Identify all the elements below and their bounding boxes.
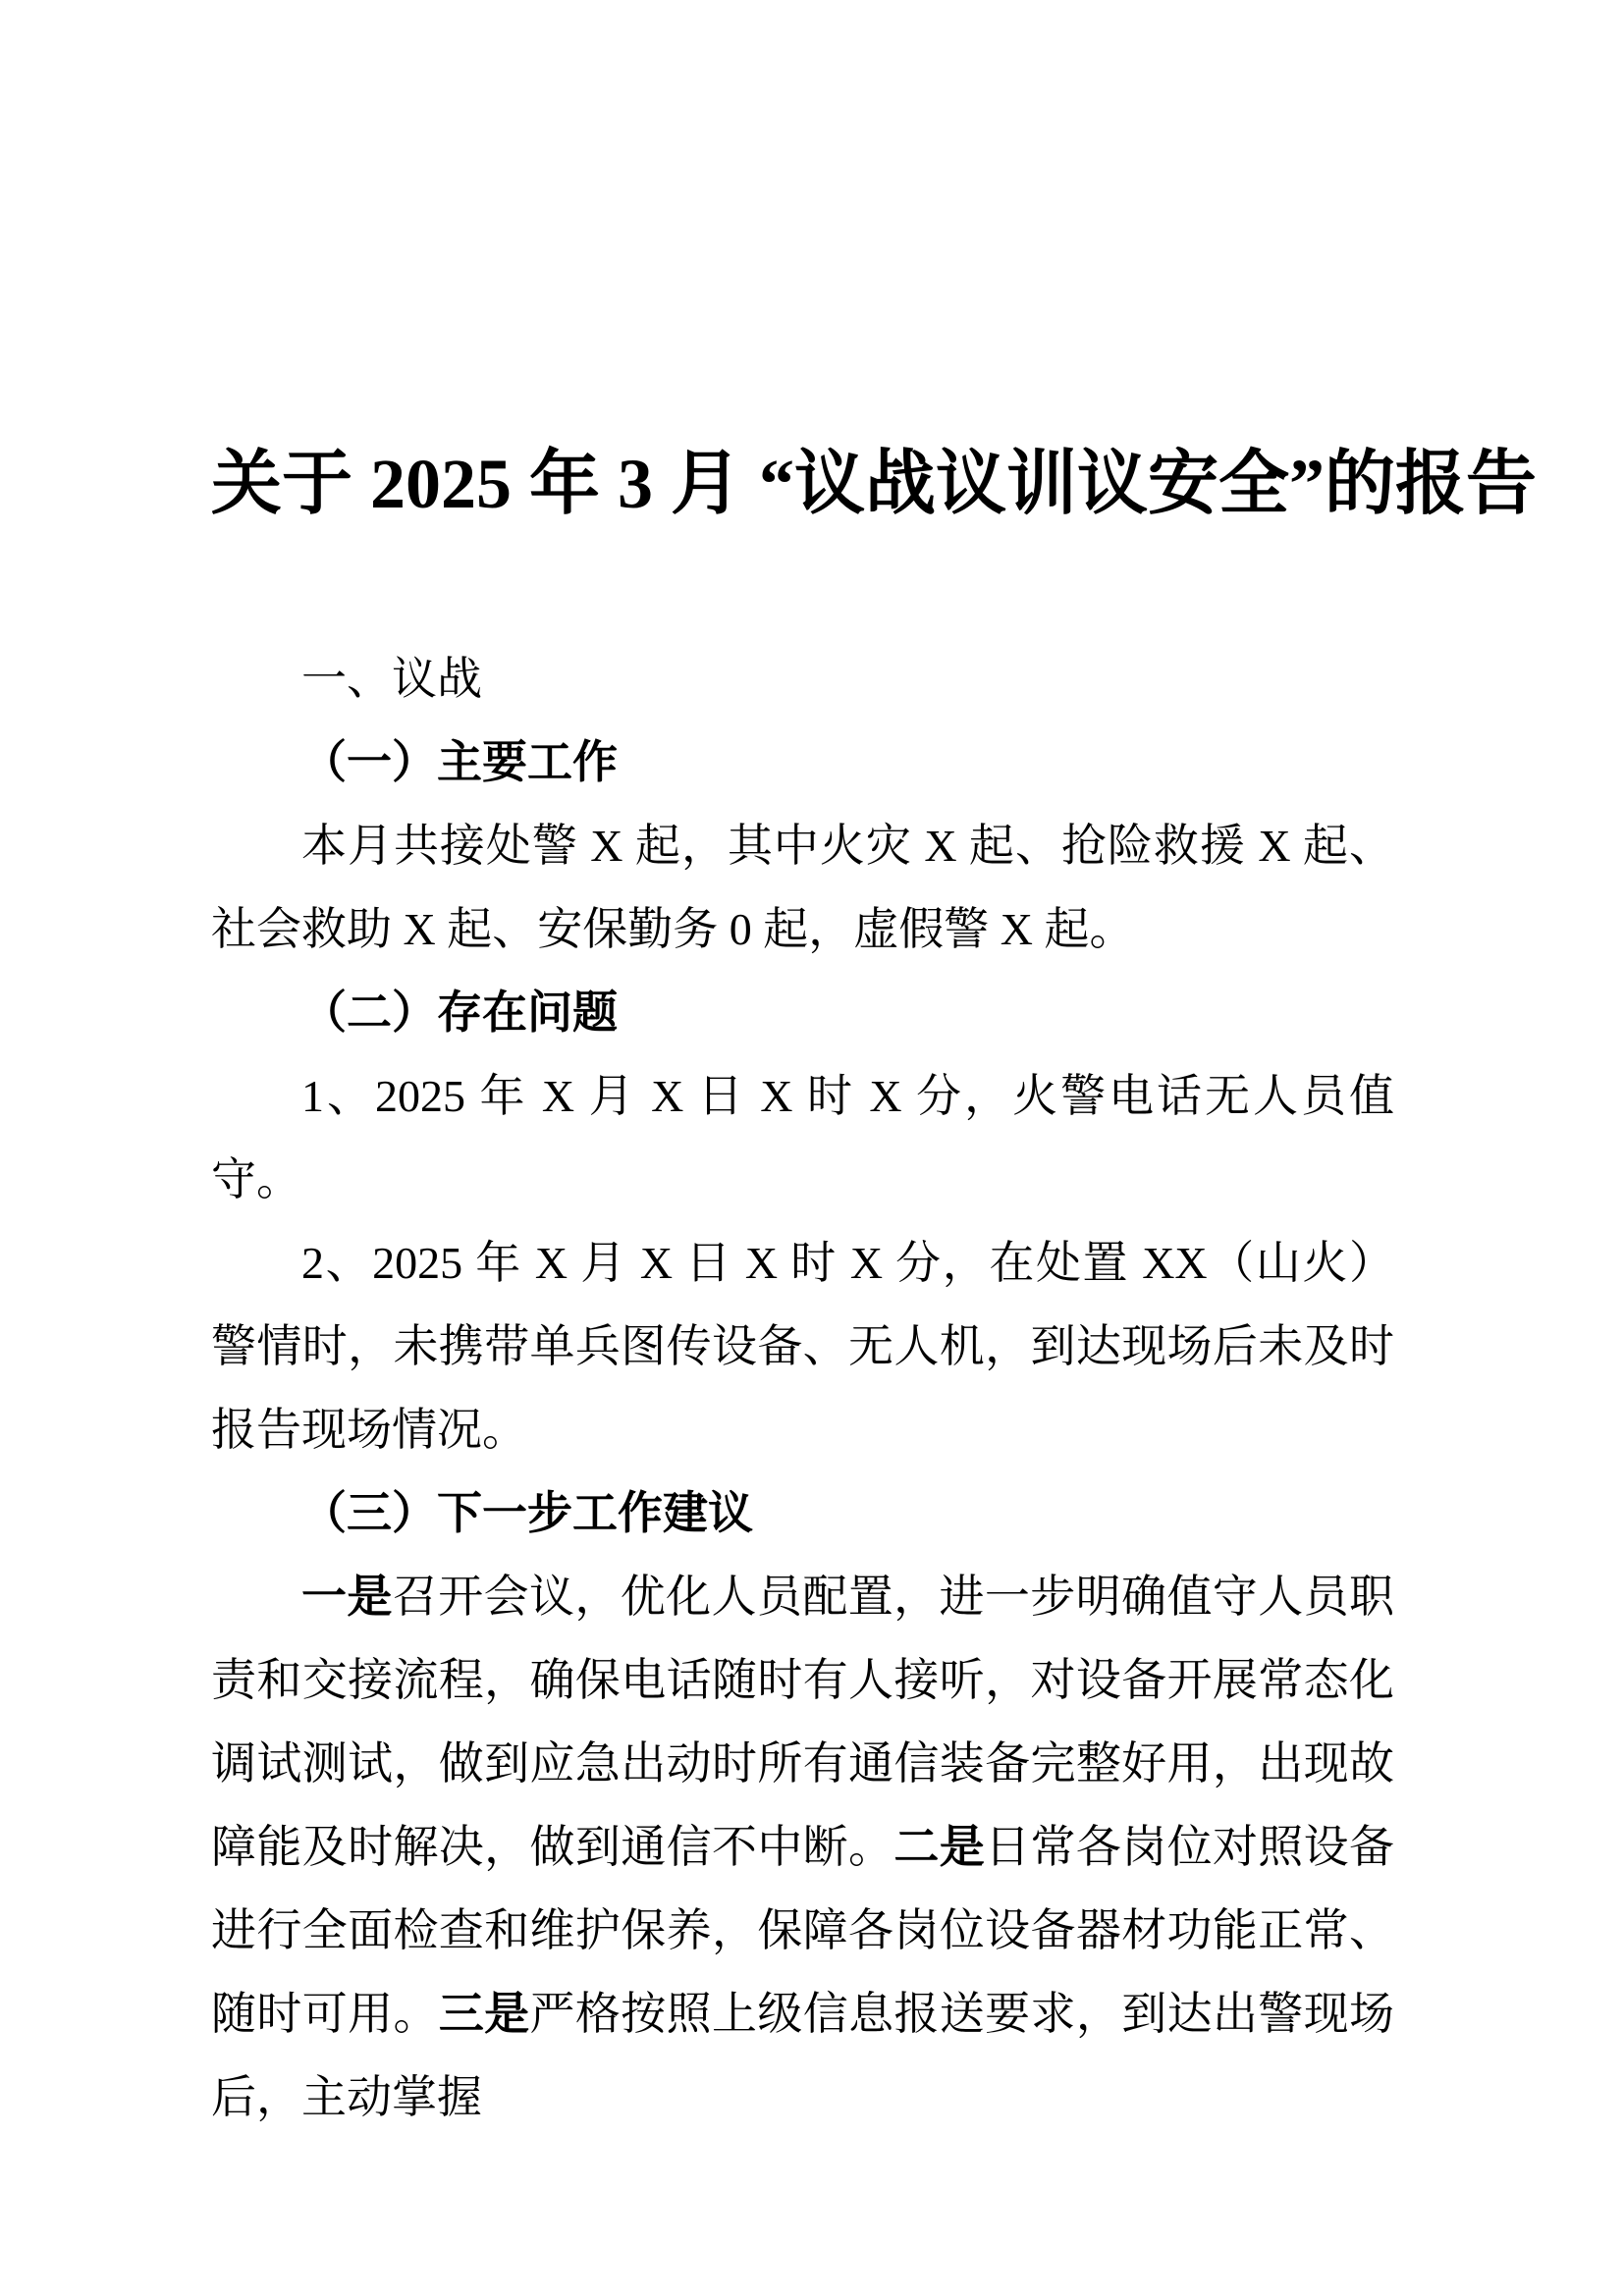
text-run: 日常各岗位对照设备进行全面检查和维护保养，保障各岗位设备器材功能正常、随时可用。 [211, 1822, 1395, 2039]
text-run: 本月共接处警 X 起，其中火灾 X 起、抢险救援 X 起、社会救助 X 起、安保勤务 0 起，虚假警 X 起。 [211, 821, 1394, 954]
text-run: 召开会议，优化人员配置，进一步明确值守人员职责和交接流程，确保电话随时有人接听，对设备开展常态化调试测试，做到应急出动时所有通信装备完整好用，出现故障能及时解决，做到通信不中断。 [211, 1572, 1395, 1872]
section-heading [211, 1471, 1394, 1555]
text-run: （三）下一步工作建议 [301, 1488, 753, 1538]
text-run: 2、2025 年 X 月 X 日 X 时 X 分，在处置 XX（山火）警情时，未携带单兵图传设备、无人机，到达现场后未及时报告现场情况。 [211, 1238, 1394, 1455]
document-body [211, 637, 1394, 2139]
section-heading [211, 721, 1394, 804]
text-run: （一）主要工作 [301, 737, 618, 787]
paragraph [211, 637, 1394, 721]
text-run: 一、议战 [301, 654, 482, 704]
text-run: （二）存在问题 [301, 988, 618, 1038]
text-run: 三是 [438, 1989, 530, 2039]
section-heading [211, 971, 1394, 1054]
text-run: 二是 [893, 1822, 986, 1872]
paragraph [211, 1054, 1394, 1221]
paragraph [211, 1221, 1394, 1471]
paragraph [211, 804, 1394, 971]
text-run: 1、2025 年 X 月 X 日 X 时 X 分，火警电话无人员值守。 [211, 1071, 1394, 1204]
text-run: 一是 [301, 1572, 393, 1622]
document-title: 关于 2025 年 3 月 “议战议训议安全”的报告 [211, 445, 1538, 523]
paragraph [211, 1555, 1394, 2139]
text-run: 严格按照上级信息报送要求，到达出警现场后，主动掌握 [211, 1989, 1395, 2122]
